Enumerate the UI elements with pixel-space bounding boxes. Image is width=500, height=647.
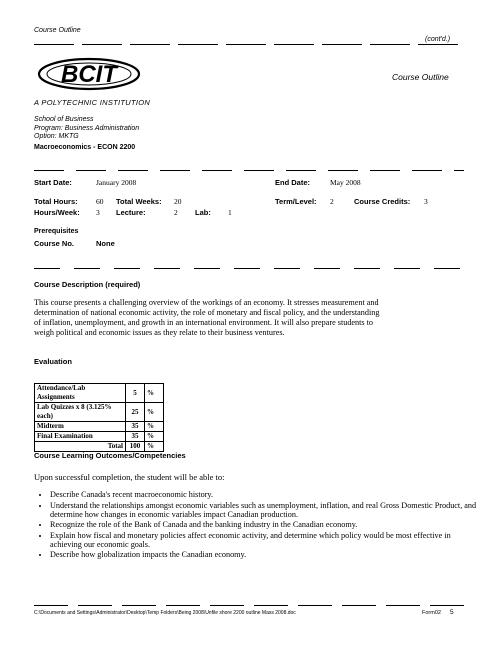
option: Option: MKTG bbox=[34, 133, 79, 140]
footer-rule bbox=[34, 605, 464, 606]
eval-value: 35 bbox=[126, 422, 145, 432]
eval-unit: % bbox=[145, 384, 164, 403]
evaluation-table bbox=[34, 383, 164, 452]
outcomes-intro: Upon successful completion, the student will be able to: bbox=[34, 472, 225, 482]
eval-label: Final Examination bbox=[35, 432, 126, 442]
start-date-value: January 2008 bbox=[96, 178, 137, 187]
description-line: of inflation, unemployment, and growth in an international environment. It will also prepare students to bbox=[34, 318, 374, 327]
total-weeks-value: 20 bbox=[174, 197, 182, 206]
footer-path: C:\Documents and Settings\Administrator\Desktop\Temp Folders\Being 2008\Unfile shore 2200 outline Mass 2008.doc bbox=[34, 610, 296, 616]
eval-label: Lab Quizzes x 8 (3.125% each) bbox=[35, 403, 126, 422]
eval-total-value: 100 bbox=[126, 442, 145, 452]
course-no-label: Course No. bbox=[34, 239, 75, 248]
description-line: determination of national economic activity, the role of monetary and fiscal policy, and the understanding bbox=[34, 308, 380, 317]
start-date-label: Start Date: bbox=[34, 178, 72, 187]
hours-week-value: 3 bbox=[96, 208, 100, 217]
description-line: This course presents a challenging overview of the workings of an economy. It stresses measurement and bbox=[34, 298, 379, 307]
lecture-label: Lecture: bbox=[116, 208, 146, 217]
table-row bbox=[35, 432, 164, 442]
list-item: • Describe Canada's recent macroeconomic history. bbox=[50, 490, 480, 499]
end-date-label: End Date: bbox=[275, 178, 311, 187]
eval-value: 25 bbox=[126, 403, 145, 422]
course-name: Macroeconomics - ECON 2200 bbox=[34, 144, 136, 151]
header-right: (cont'd.) bbox=[425, 36, 451, 43]
table-row-total bbox=[35, 442, 164, 452]
end-date-value: May 2008 bbox=[330, 178, 361, 187]
school: School of Business bbox=[34, 116, 94, 123]
eval-total-unit: % bbox=[145, 442, 164, 452]
table-row bbox=[35, 384, 164, 403]
term-value: 2 bbox=[330, 197, 334, 206]
program-block bbox=[34, 116, 139, 142]
description-body bbox=[34, 298, 474, 338]
page-title: Course Outline bbox=[392, 72, 449, 82]
eval-label: Midterm bbox=[35, 422, 126, 432]
eval-value: 35 bbox=[126, 432, 145, 442]
total-hours-label: Total Hours: bbox=[34, 197, 78, 206]
page-number: 5 bbox=[450, 609, 454, 616]
table-row bbox=[35, 422, 164, 432]
list-item: • Understand the relationships amongst economic variables such as unemployment, inflation, and real Gross Domestic Product, and determine how changes in economic variables impact Canadian production. bbox=[50, 501, 480, 519]
hours-week-label: Hours/Week: bbox=[34, 208, 80, 217]
eval-unit: % bbox=[145, 432, 164, 442]
list-item: • Recognize the role of the Bank of Canada and the banking industry in the Canadian economy. bbox=[50, 520, 480, 529]
eval-label: Attendance/Lab Assignments bbox=[35, 384, 126, 403]
list-item: • Describe how globalization impacts the Canadian economy. bbox=[50, 550, 480, 559]
description-heading: Course Description (required) bbox=[34, 280, 141, 289]
header-rule bbox=[34, 44, 464, 45]
credits-value: 3 bbox=[424, 197, 428, 206]
divider-2 bbox=[34, 268, 464, 269]
credits-label: Course Credits: bbox=[354, 197, 411, 206]
course-no-value: None bbox=[96, 239, 115, 248]
logo-tagline: A POLYTECHNIC INSTITUTION bbox=[34, 98, 151, 107]
table-row bbox=[35, 403, 164, 422]
eval-value: 5 bbox=[126, 384, 145, 403]
divider-1 bbox=[34, 170, 464, 171]
list-item: • Explain how fiscal and monetary policies affect economic activity, and determine which policy would be most effective in achieving our economic goals. bbox=[50, 531, 480, 549]
outcomes-heading: Course Learning Outcomes/Competencies bbox=[34, 451, 186, 460]
total-weeks-label: Total Weeks: bbox=[116, 197, 162, 206]
lab-label: Lab: bbox=[195, 208, 211, 217]
program: Program: Business Administration bbox=[34, 124, 140, 132]
eval-total-label: Total bbox=[35, 442, 126, 452]
header-left: Course Outline bbox=[34, 27, 81, 34]
eval-unit: % bbox=[145, 403, 164, 422]
lab-value: 1 bbox=[228, 208, 232, 217]
term-label: Term/Level: bbox=[275, 197, 317, 206]
footer-form: Form02 bbox=[422, 610, 441, 616]
description-line: weigh political and economic issues as they relate to their business ventures. bbox=[34, 328, 285, 337]
total-hours-value: 60 bbox=[96, 197, 104, 206]
eval-unit: % bbox=[145, 422, 164, 432]
evaluation-heading: Evaluation bbox=[34, 357, 72, 366]
prereq-heading: Prerequisites bbox=[34, 228, 79, 235]
lecture-value: 2 bbox=[174, 208, 178, 217]
bcit-logo bbox=[34, 54, 144, 100]
outcomes-list bbox=[34, 490, 480, 561]
logo-text: BCIT bbox=[61, 61, 117, 88]
